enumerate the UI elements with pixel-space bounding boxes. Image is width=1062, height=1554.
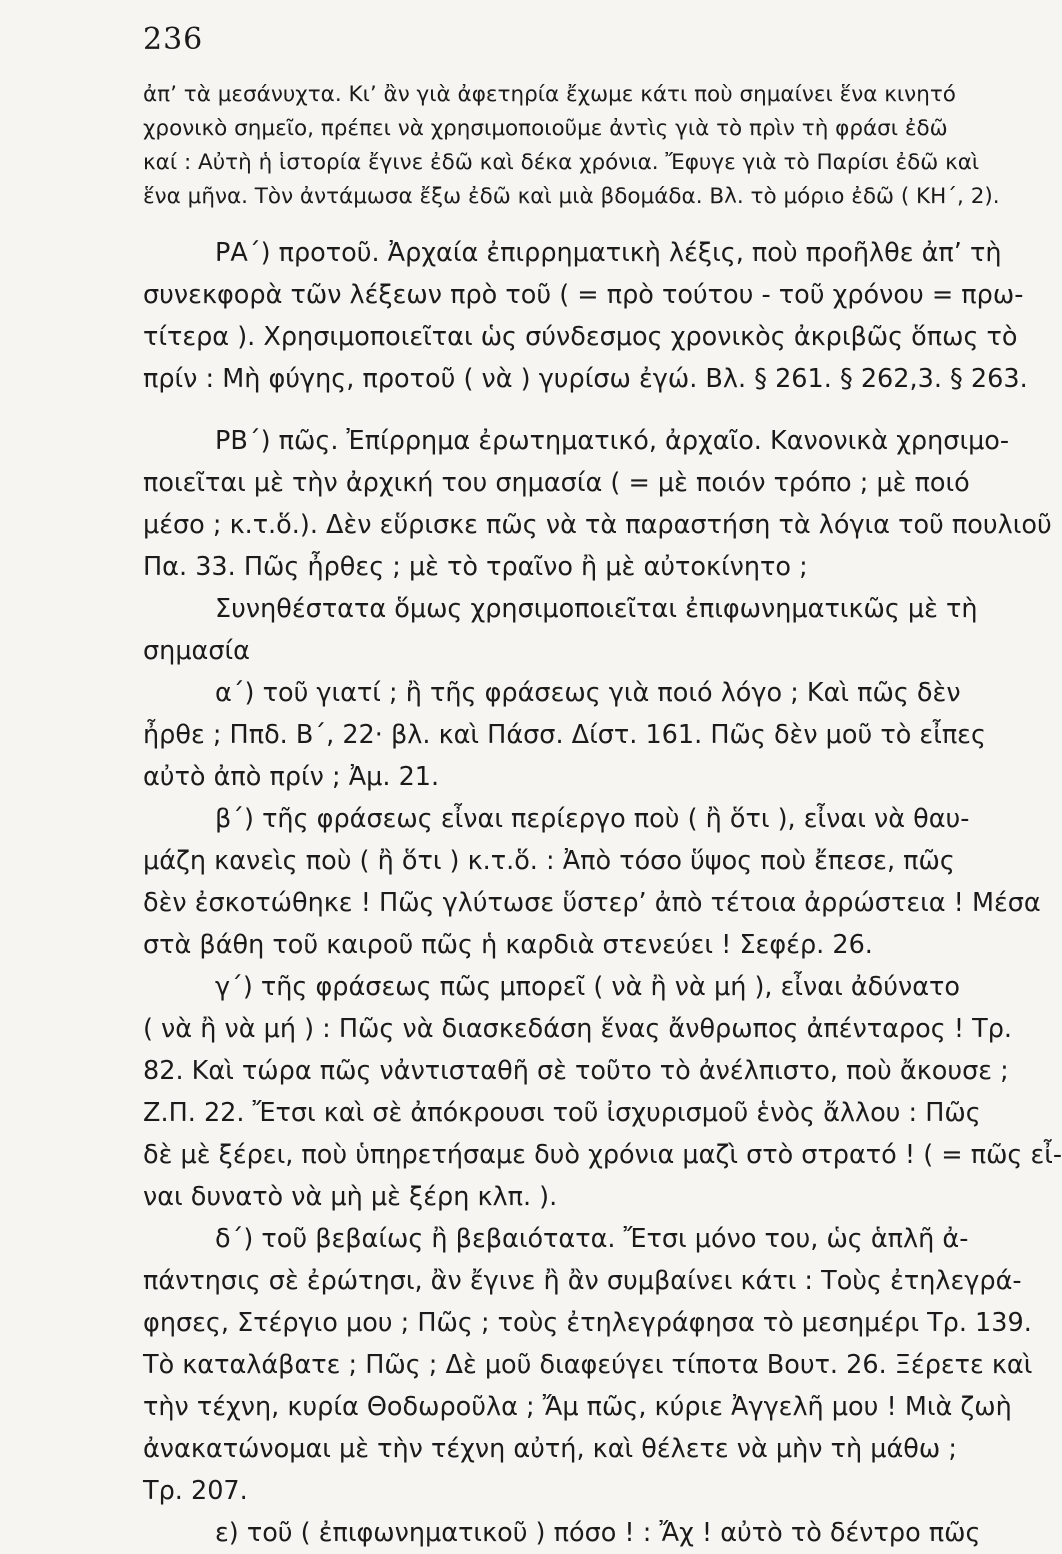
text-line: ἀπ’ τὰ μεσάνυχτα. Κι’ ἂν γιὰ ἀφετηρία ἔχωμε κάτι ποὺ σημαίνει ἕνα κινητό [143, 82, 956, 107]
text-line: συνεκφορὰ τῶν λέξεων πρὸ τοῦ ( = πρὸ τούτου - τοῦ χρόνου = πρω- [143, 280, 1024, 310]
text-line: πρίν : Μὴ φύγης, προτοῦ ( νὰ ) γυρίσω ἐγώ. Βλ. § 261. § 262,3. § 263. [143, 364, 1028, 394]
text-line: 82. Καὶ τώρα πῶς νἀντισταθῆ σὲ τοῦτο τὸ ἀνέλπιστο, ποὺ ἄκουσε ; [143, 1056, 1009, 1086]
text-line: χρονικὸ σημεῖο, πρέπει νὰ χρησιμοποιοῦμε ἀντὶς γιὰ τὸ πρὶν τὴ φράσι ἐδῶ [143, 116, 948, 141]
text-line: φησες, Στέργιο μου ; Πῶς ; τοὺς ἐτηλεγράφησα τὸ μεσημέρι Τρ. 139. [143, 1308, 1032, 1338]
text-line: ἀνακατώνομαι μὲ τὴν τέχνη αὐτή, καὶ θέλετε νὰ μὴν τὴ μάθω ; [143, 1434, 957, 1464]
entry-rb-pos [143, 420, 1062, 1554]
text-line: πάντησις σὲ ἐρώτησι, ἂν ἔγινε ἢ ἂν συμβαίνει κάτι : Τοὺς ἐτηλεγρά- [143, 1266, 1022, 1296]
text-line: δὲ μὲ ξέρει, ποὺ ὑπηρετήσαμε δυὸ χρόνια μαζὶ στὸ στρατό ! ( = πῶς εἶ- [143, 1140, 1062, 1170]
text-line: Τρ. 207. [143, 1476, 248, 1506]
subsection-beta: β΄) τῆς φράσεως εἶναι περίεργο ποὺ ( ἢ ὅτι ), εἶναι νὰ θαυ- [215, 804, 970, 834]
entry-heading-line: ΡΑ΄) προτοῦ. Ἀρχαία ἐπιρρηματικὴ λέξις, ποὺ προῆλθε ἀπ’ τὴ [215, 238, 1002, 268]
page-body [143, 78, 1062, 1554]
page-number: 236 [143, 22, 204, 57]
subsection-gamma: γ΄) τῆς φράσεως πῶς μπορεῖ ( νὰ ἢ νὰ μή ), εἶναι ἀδύνατο [215, 972, 960, 1002]
text-line: ἕνα μῆνα. Τὸν ἀντάμωσα ἔξω ἐδῶ καὶ μιὰ βδομάδα. Βλ. τὸ μόριο ἐδῶ ( ΚΗ΄, 2). [143, 184, 1000, 209]
text-line: τίτερα ). Χρησιμοποιεῖται ὡς σύνδεσμος χρονικὸς ἀκριβῶς ὅπως τὸ [143, 322, 1018, 352]
paragraph-continuation [143, 78, 1023, 214]
subsection-delta: δ΄) τοῦ βεβαίως ἢ βεβαιότατα. Ἔτσι μόνο του, ὡς ἁπλῆ ἀ- [215, 1224, 969, 1254]
text-line: σημασία [143, 636, 250, 666]
text-line: μάζη κανεὶς ποὺ ( ἢ ὅτι ) κ.τ.ὅ. : Ἀπὸ τόσο ὕψος ποὺ ἔπεσε, πῶς [143, 846, 955, 876]
text-line: στὰ βάθη τοῦ καιροῦ πῶς ἡ καρδιὰ στενεύει ! Σεφέρ. 26. [143, 930, 873, 960]
subsection-epsilon: ε) τοῦ ( ἐπιφωνηματικοῦ ) πόσο ! : Ἄχ ! αὐτὸ τὸ δέντρο πῶς [215, 1518, 981, 1548]
text-line: ναι δυνατὸ νὰ μὴ μὲ ξέρη κλπ. ). [143, 1182, 558, 1212]
text-line: τὴν τέχνη, κυρία Θοδωροῦλα ; Ἄμ πῶς, κύριε Ἀγγελῆ μου ! Μιὰ ζωὴ [143, 1392, 1012, 1422]
text-line: Πα. 33. Πῶς ἦρθες ; μὲ τὸ τραῖνο ἢ μὲ αὐτοκίνητο ; [143, 552, 808, 582]
text-line: ( νὰ ἢ νὰ μή ) : Πῶς νὰ διασκεδάση ἕνας ἄνθρωπος ἀπένταρος ! Τρ. [143, 1014, 1013, 1044]
subsection-alpha: α΄) τοῦ γιατί ; ἢ τῆς φράσεως γιὰ ποιό λόγο ; Καὶ πῶς δὲν [215, 678, 961, 708]
text-line: ποιεῖται μὲ τὴν ἀρχική του σημασία ( = μὲ ποιόν τρόπο ; μὲ ποιό [143, 468, 970, 498]
text-line: Συνηθέστατα ὅμως χρησιμοποιεῖται ἐπιφωνηματικῶς μὲ τὴ [215, 594, 978, 624]
text-line: καί : Αὐτὴ ἡ ἱστορία ἔγινε ἐδῶ καὶ δέκα χρόνια. Ἔφυγε γιὰ τὸ Παρίσι ἐδῶ καὶ [143, 150, 980, 175]
entry-heading-line: ΡΒ΄) πῶς. Ἐπίρρημα ἐρωτηματικό, ἀρχαῖο. Κανονικὰ χρησιμο- [215, 426, 1010, 456]
text-line: δὲν ἐσκοτώθηκε ! Πῶς γλύτωσε ὕστερ’ ἀπὸ τέτοια ἀρρώστεια ! Μέσα [143, 888, 1041, 918]
text-line: μέσο ; κ.τ.ὅ.). Δὲν εὕρισκε πῶς νὰ τὰ παραστήση τὰ λόγια τοῦ πουλιοῦ [143, 510, 1052, 540]
text-line: ἦρθε ; Ππδ. Β΄, 22· βλ. καὶ Πάσσ. Δίστ. 161. Πῶς δὲν μοῦ τὸ εἶπες [143, 720, 986, 750]
text-line: Ζ.Π. 22. Ἔτσι καὶ σὲ ἀπόκρουσι τοῦ ἰσχυρισμοῦ ἑνὸς ἄλλου : Πῶς [143, 1098, 981, 1128]
text-line: Τὸ καταλάβατε ; Πῶς ; Δὲ μοῦ διαφεύγει τίποτα Βουτ. 26. Ξέρετε καὶ [143, 1350, 1033, 1380]
entry-ra-proto [143, 232, 1028, 400]
text-line: αὐτὸ ἀπὸ πρίν ; Ἀμ. 21. [143, 762, 440, 792]
